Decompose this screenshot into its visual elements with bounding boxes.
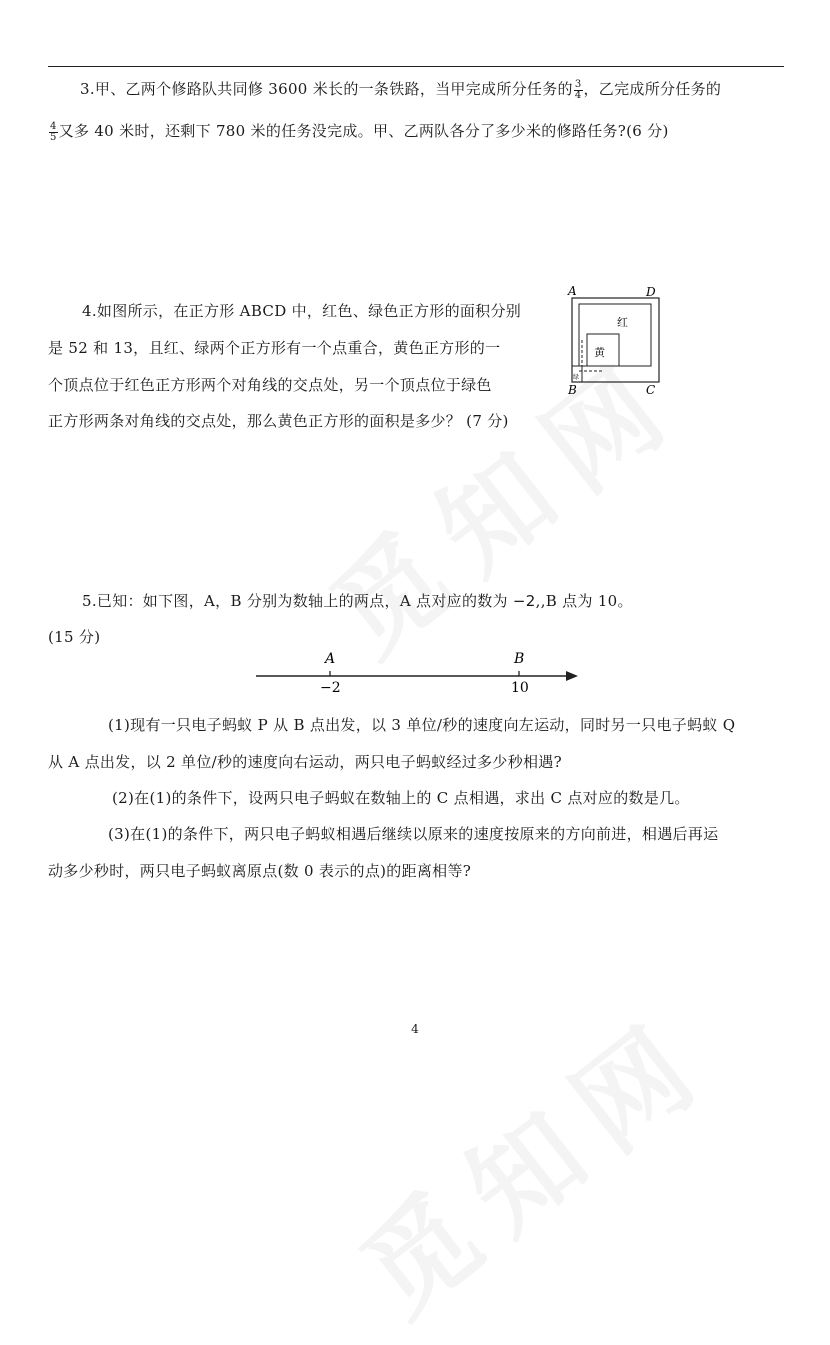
q3-line-2: [48, 120, 669, 143]
point-label-b: B: [514, 651, 525, 667]
square-red: [579, 304, 651, 366]
q5-sub1-line-2: 从 A 点出发，以 2 单位/秒的速度向右运动，两只电子蚂蚁经过多少秒相遇?: [48, 753, 562, 771]
point-value-a: −2: [320, 680, 341, 696]
q3-text-c: 又多 40 米时，还剩下 780 米的任务没完成。甲、乙两队各分了多少米的修路任务?(6 分): [58, 122, 669, 140]
fraction-three-quarters: [574, 80, 583, 101]
fraction-four-fifths: [49, 122, 58, 143]
q5-intro-value: −2: [512, 592, 536, 610]
label-green: 绿: [573, 374, 580, 381]
header-rule: [48, 66, 784, 67]
label-red: 红: [617, 316, 628, 329]
q4-line-4: 正方形两条对角线的交点处，那么黄色正方形的面积是多少？ (7 分): [48, 412, 509, 430]
arrow-right-icon: [566, 671, 578, 681]
q5-score: (15 分): [48, 628, 101, 646]
q5-intro: [82, 590, 633, 612]
label-b: B: [568, 383, 577, 397]
square-abcd: [572, 298, 659, 382]
q5-intro-a: 5.已知：如下图，A，B 分别为数轴上的两点，A 点对应的数为: [82, 592, 513, 610]
q4-line-1: 4.如图所示，在正方形 ABCD 中，红色、绿色正方形的面积分别: [82, 302, 522, 320]
label-a: A: [568, 284, 577, 298]
q5-intro-b: ,,B 点为 10。: [535, 592, 633, 610]
label-yellow: 黄: [594, 346, 605, 359]
fraction-denominator: 5: [50, 131, 57, 143]
number-line: [250, 646, 582, 696]
q4-line-2: 是 52 和 13，且红、绿两个正方形有一个点重合，黄色正方形的一: [48, 339, 501, 357]
fraction-denominator: 4: [574, 89, 582, 101]
page-number: 4: [411, 1022, 419, 1036]
square-figure: [562, 284, 668, 402]
q3-line-1: [80, 78, 721, 101]
q5-sub1-line-1: (1)现有一只电子蚂蚁 P 从 B 点出发，以 3 单位/秒的速度向左运动，同时另一只电子蚂蚁 Q: [108, 716, 736, 734]
q3-text-b: ，乙完成所分任务的: [583, 80, 722, 98]
q5-sub2: (2)在(1)的条件下，设两只电子蚂蚁在数轴上的 C 点相遇，求出 C 点对应的数是几。: [112, 789, 690, 807]
point-value-b: 10: [511, 680, 529, 696]
fraction-numerator: 4: [50, 120, 57, 132]
q5-sub3-line-2: 动多少秒时，两只电子蚂蚁离原点(数 0 表示的点)的距离相等?: [48, 862, 472, 880]
label-c: C: [646, 383, 656, 397]
point-label-a: A: [325, 651, 336, 667]
fraction-numerator: 3: [574, 78, 582, 90]
q4-line-3: 个顶点位于红色正方形两个对角线的交点处，另一个顶点位于绿色: [48, 376, 492, 394]
q3-text-a: 3.甲、乙两个修路队共同修 3600 米长的一条铁路，当甲完成所分任务的: [80, 80, 573, 98]
label-d: D: [646, 285, 656, 299]
q5-sub3-line-1: (3)在(1)的条件下，两只电子蚂蚁相遇后继续以原来的速度按原来的方向前进，相遇后再运: [108, 825, 719, 843]
